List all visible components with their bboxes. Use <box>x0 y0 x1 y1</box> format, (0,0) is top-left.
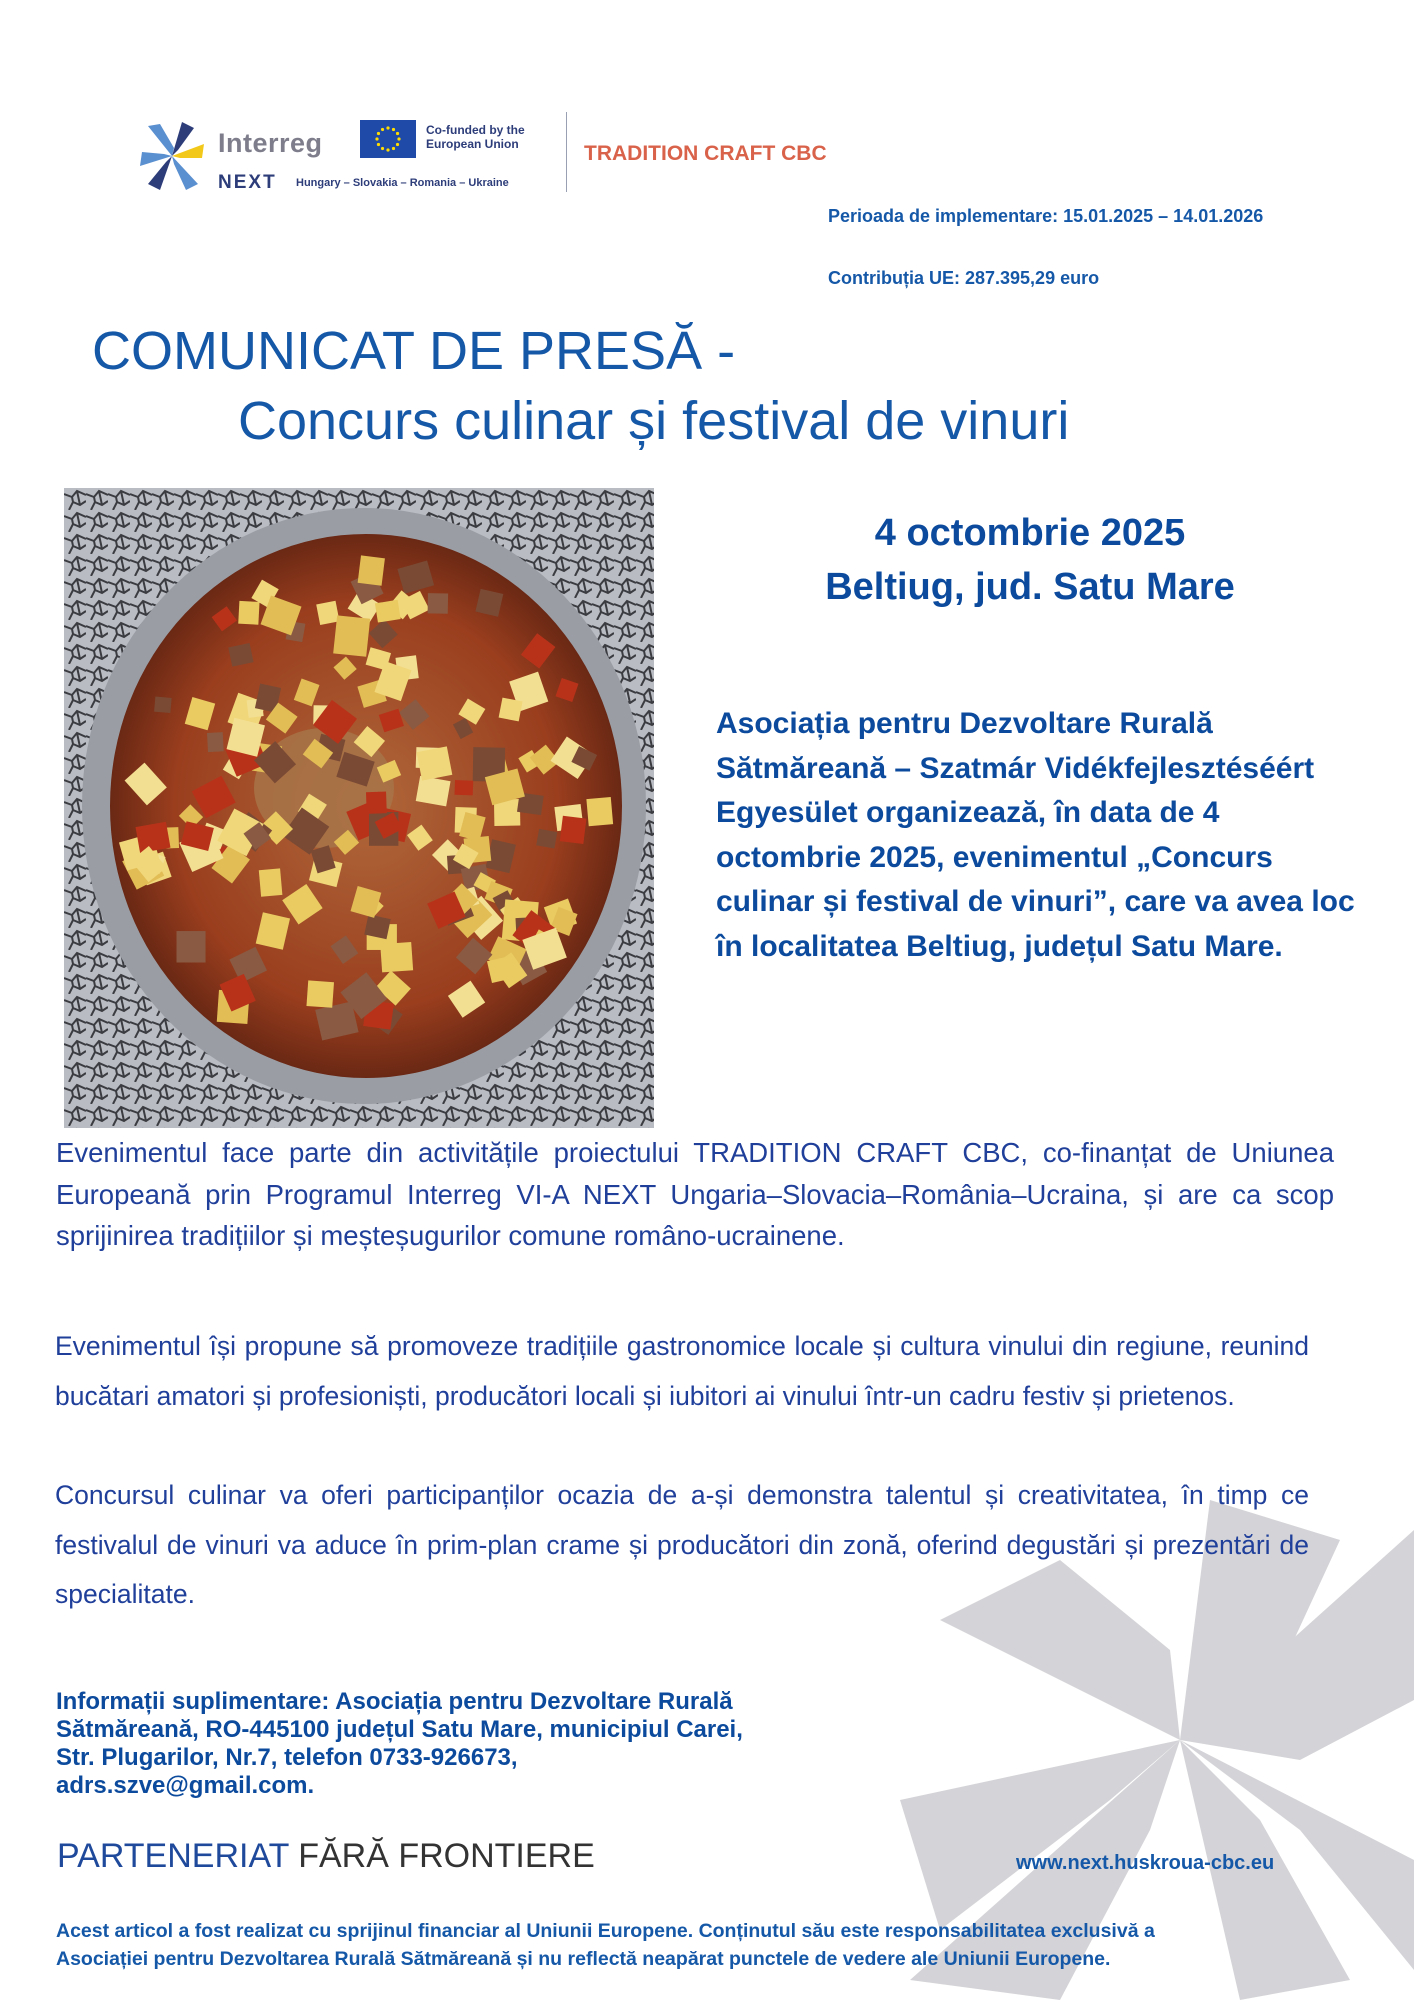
website-link[interactable]: www.next.huskroua-cbc.eu <box>1016 1852 1275 1874</box>
stew-piece <box>238 601 259 625</box>
implementation-period: Perioada de implementare: 15.01.2025 – 14.01.2026 <box>828 206 1264 226</box>
contact-line: Informații suplimentare: Asociația pentru Dezvoltare Rurală <box>56 1688 733 1715</box>
stew-piece <box>536 829 557 849</box>
stew-piece <box>560 816 587 844</box>
contact-info <box>56 1688 936 1800</box>
stew-piece <box>358 555 385 585</box>
eu-contribution: Contribuția UE: 287.395,29 euro <box>828 268 1100 288</box>
interreg-wordmark: Interreg <box>218 128 323 158</box>
eu-flag-icon <box>360 120 416 158</box>
slogan-part-1: PARTENERIAT <box>57 1837 299 1875</box>
stew-piece <box>417 746 453 780</box>
lead-paragraph: Asociația pentru Dezvoltare Rurală Sătmăreană – Szatmár Vidékfejlesztéséért Egyesület organizează, în data de 4 octombrie 2025, evenimentul „Concurs culinar și festival de vinuri”, care va avea loc în localitatea Beltiug, județul Satu Mare. <box>716 707 1355 963</box>
contact-email[interactable]: adrs.szve@gmail.com. <box>56 1772 315 1799</box>
page-title-line-1: COMUNICAT DE PRESĂ - <box>92 321 736 381</box>
interreg-star-icon <box>140 120 204 192</box>
stew-piece <box>154 697 172 713</box>
disclaimer-line: Asociației pentru Dezvoltarea Rurală Sătmăreană și nu reflectă neapărat punctele de vedere ale Uniunii Europene. <box>56 1948 1111 1970</box>
slogan-part-2: FĂRĂ FRONTIERE <box>298 1837 595 1875</box>
stew-piece <box>586 797 613 826</box>
disclaimer-line: Acest articol a fost realizat cu sprijinul financiar al Uniunii Europene. Conținutul său este responsabilitatea exclusivă a <box>56 1920 1155 1942</box>
stew-piece <box>316 601 339 625</box>
stew-piece <box>259 868 283 896</box>
contact-line: Str. Plugarilor, Nr.7, telefon 0733-926673, <box>56 1744 518 1771</box>
stew-piece <box>333 615 370 656</box>
next-wordmark: NEXT <box>218 172 277 193</box>
goulash-pot-photo <box>64 488 654 1128</box>
logo-divider <box>566 112 567 192</box>
stew-piece <box>136 822 171 853</box>
contact-line: Sătmăreană, RO-445100 județul Satu Mare, municipiul Carei, <box>56 1716 743 1743</box>
stew-piece <box>455 780 474 795</box>
project-name: TRADITION CRAFT CBC <box>584 142 827 165</box>
stew-piece <box>428 593 449 614</box>
countries-label: Hungary – Slovakia – Romania – Ukraine <box>296 177 509 189</box>
cofunded-label: Co-funded by the European Union <box>426 123 525 151</box>
partnership-slogan <box>57 1837 595 1876</box>
body-paragraph-2: Evenimentul își propune să promoveze tradițiile gastronomice locale și cultura vinului din regiune, reunind bucătari amatori și profesioniști, producători locali și iubitori ai vinului într-un cadru festiv și prietenos. <box>55 1331 1309 1411</box>
page-title-line-2: Concurs culinar și festival de vinuri <box>238 391 1070 451</box>
stew-piece <box>416 776 451 807</box>
event-place: Beltiug, jud. Satu Mare <box>825 566 1235 608</box>
stew-piece <box>366 792 387 814</box>
stew-piece <box>306 980 334 1007</box>
stew-piece <box>499 698 523 722</box>
event-date: 4 octombrie 2025 <box>874 512 1186 554</box>
stew-piece <box>177 931 206 962</box>
stew-piece <box>207 732 224 752</box>
eu-disclaimer <box>56 1917 1376 1973</box>
stew-piece <box>375 600 401 623</box>
body-paragraph-3: Concursul culinar va oferi participanților ocazia de a-și demonstra talentul și creativitatea, în timp ce festivalul de vinuri va aduce în prim-plan crame și producători din zonă, oferind degustări și prezentări de specialitate. <box>55 1480 1309 1609</box>
body-paragraph-1: Evenimentul face parte din activitățile proiectului TRADITION CRAFT CBC, co-finanțat de Uniunea Europeană prin Programul Interreg VI-A NEXT Ungaria–Slovacia–România–Ucraina, și are ca scop sprijinirea tradițiilor și meșteșugurilor comune româno-ucrainene. <box>56 1137 1334 1251</box>
interreg-next-logo <box>140 118 580 198</box>
